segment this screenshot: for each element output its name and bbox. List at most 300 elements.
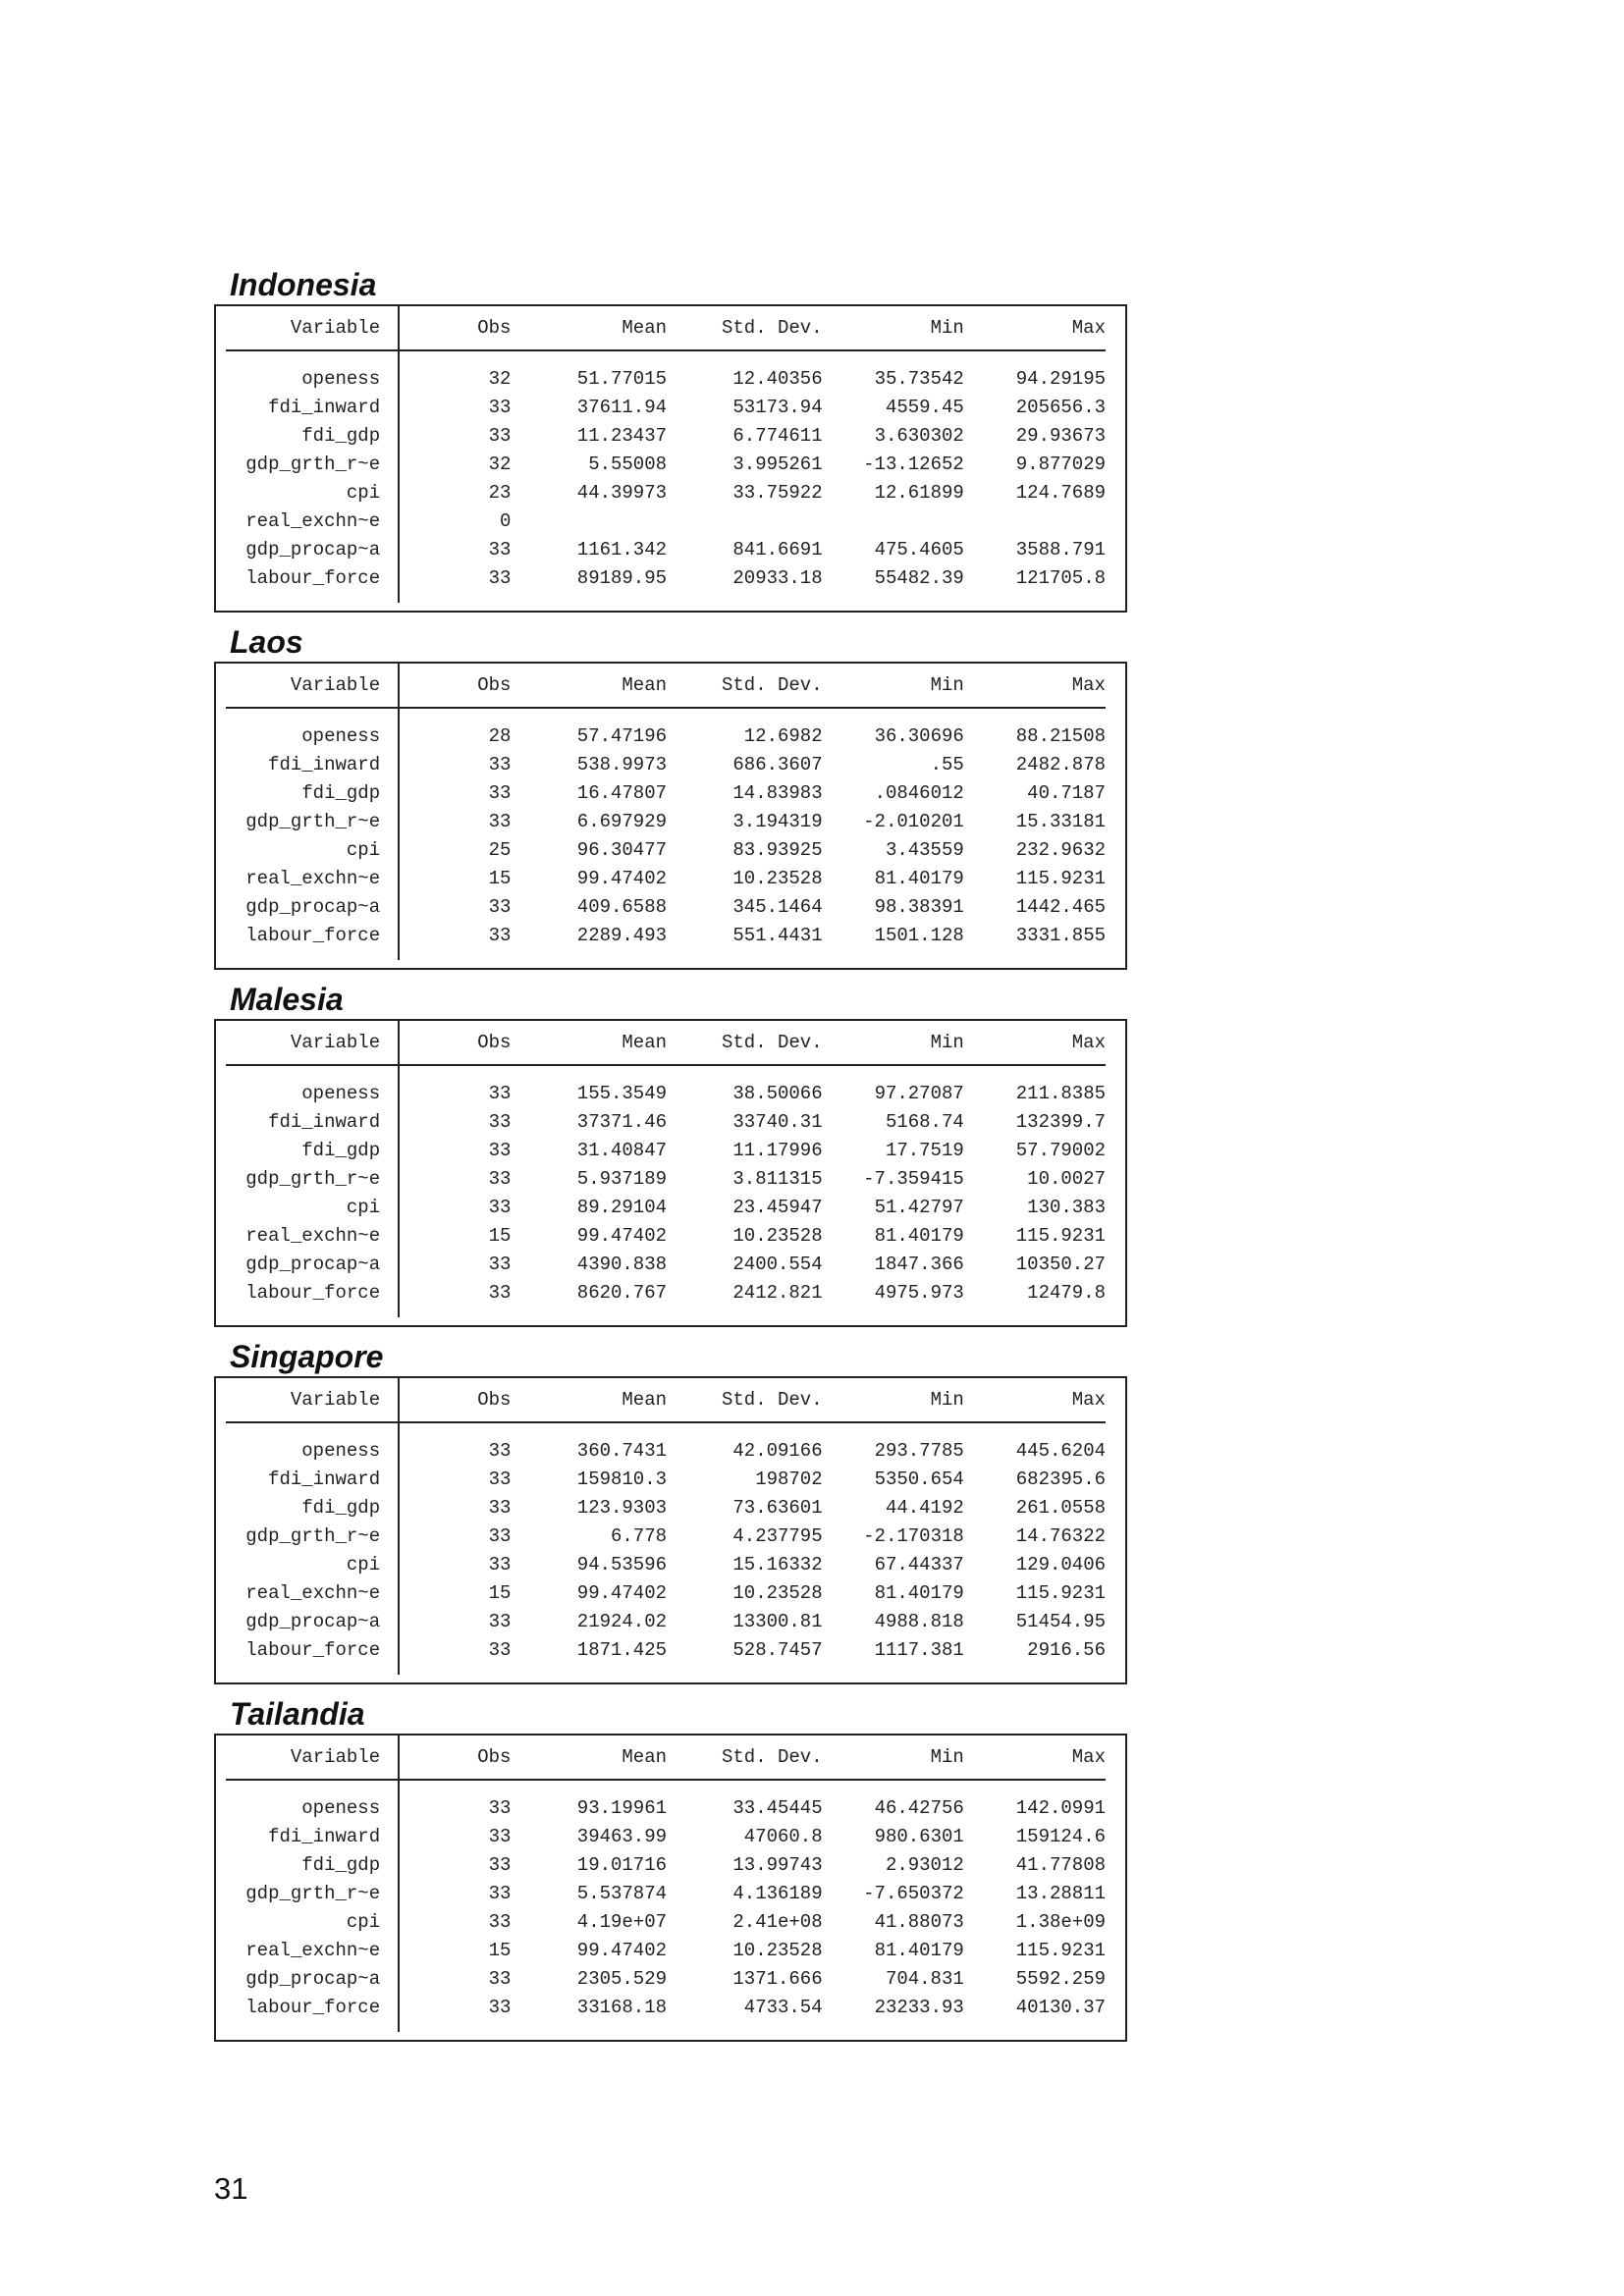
cell-obs: 15	[488, 1582, 512, 1604]
cell-std-dev: 10.23528	[732, 1940, 823, 1961]
column-header-variable: Variable	[226, 306, 399, 350]
table-row	[226, 1965, 1106, 1994]
cell-max: 130.383	[1027, 1197, 1106, 1218]
cell-mean: 93.19961	[576, 1797, 668, 1819]
stats-table-box	[214, 662, 1127, 970]
cell-mean: 4.19e+07	[576, 1911, 668, 1933]
cell-mean: 39463.99	[576, 1826, 668, 1847]
cell-std-dev: 551.4431	[732, 925, 823, 946]
cell-std-dev: 528.7457	[732, 1639, 823, 1661]
cell-obs: 33	[488, 1797, 512, 1819]
cell-min	[823, 507, 964, 536]
cell-obs: 33	[488, 1639, 512, 1661]
cell-obs: 33	[488, 1554, 512, 1575]
cell-std-dev: 15.16332	[732, 1554, 823, 1575]
page-number: 31	[214, 2171, 248, 2206]
cell-mean: 6.778	[611, 1525, 668, 1547]
stats-table-box	[214, 304, 1127, 613]
section-title: Malesia	[230, 982, 344, 1017]
cell-obs: 33	[488, 782, 512, 804]
cell-mean: 37611.94	[576, 397, 668, 418]
cell-min: .55	[930, 754, 964, 775]
cell-std-dev: 13.99743	[732, 1854, 823, 1876]
column-header-std-dev: Std. Dev.	[667, 1021, 823, 1065]
cell-min: 1847.366	[874, 1254, 964, 1275]
table-row	[226, 779, 1106, 808]
cell-mean: 123.9303	[576, 1497, 668, 1519]
cell-variable: cpi	[226, 836, 399, 865]
cell-max: 10.0027	[1027, 1168, 1106, 1190]
cell-obs: 33	[488, 1197, 512, 1218]
cell-obs: 33	[488, 896, 512, 918]
cell-variable: gdp_grth_r~e	[226, 1880, 399, 1908]
cell-std-dev: 83.93925	[732, 839, 823, 861]
summary-stats-table	[226, 664, 1106, 960]
cell-std-dev: 3.995261	[732, 454, 823, 475]
cell-min: 4975.973	[874, 1282, 964, 1304]
cell-variable: openess	[226, 1080, 399, 1108]
cell-min: -2.170318	[863, 1525, 964, 1547]
table-row	[226, 1937, 1106, 1965]
cell-std-dev: 2.41e+08	[732, 1911, 823, 1933]
summary-stats-table	[226, 1378, 1106, 1675]
cell-min: 81.40179	[874, 868, 964, 889]
cell-obs: 33	[488, 425, 512, 447]
summary-stats-table	[226, 1021, 1106, 1317]
cell-variable: gdp_grth_r~e	[226, 1522, 399, 1551]
table-row	[226, 394, 1106, 422]
cell-min: 2.93012	[885, 1854, 964, 1876]
cell-variable: fdi_gdp	[226, 1494, 399, 1522]
cell-mean: 155.3549	[576, 1083, 668, 1104]
column-header-variable: Variable	[226, 1021, 399, 1065]
cell-std-dev: 42.09166	[732, 1440, 823, 1462]
cell-min: 5168.74	[885, 1111, 964, 1133]
cell-variable: openess	[226, 722, 399, 751]
cell-variable: gdp_procap~a	[226, 1965, 399, 1994]
cell-obs: 33	[488, 1854, 512, 1876]
cell-min: 1117.381	[874, 1639, 964, 1661]
cell-mean: 31.40847	[576, 1140, 668, 1161]
cell-max: 40130.37	[1015, 1997, 1106, 2018]
table-row	[226, 1994, 1106, 2022]
column-header-mean: Mean	[511, 1021, 667, 1065]
cell-std-dev: 13300.81	[732, 1611, 823, 1632]
cell-obs: 15	[488, 1225, 512, 1247]
stats-table-box	[214, 1019, 1127, 1327]
cell-variable: gdp_grth_r~e	[226, 808, 399, 836]
cell-mean: 4390.838	[576, 1254, 668, 1275]
cell-obs: 33	[488, 1525, 512, 1547]
table-row	[226, 1251, 1106, 1279]
column-header-obs: Obs	[399, 1021, 511, 1065]
cell-std-dev: 11.17996	[732, 1140, 823, 1161]
cell-max: 88.21508	[1015, 725, 1106, 747]
cell-std-dev: 73.63601	[732, 1497, 823, 1519]
cell-mean: 89.29104	[576, 1197, 668, 1218]
cell-min: -13.12652	[863, 454, 964, 475]
table-row	[226, 1579, 1106, 1608]
cell-obs: 33	[488, 1440, 512, 1462]
cell-obs: 33	[488, 567, 512, 589]
section-malesia	[214, 980, 1125, 1327]
cell-obs: 33	[488, 1997, 512, 2018]
column-header-min: Min	[823, 664, 964, 708]
table-row	[226, 564, 1106, 593]
table-row	[226, 893, 1106, 922]
cell-std-dev: 12.40356	[732, 368, 823, 390]
cell-obs: 33	[488, 1611, 512, 1632]
cell-mean: 99.47402	[576, 1940, 668, 1961]
cell-obs: 33	[488, 1140, 512, 1161]
cell-variable: labour_force	[226, 564, 399, 593]
table-header-row	[226, 1378, 1106, 1422]
cell-std-dev: 3.194319	[732, 811, 823, 832]
column-header-mean: Mean	[511, 1735, 667, 1780]
cell-std-dev: 10.23528	[732, 1582, 823, 1604]
cell-mean: 94.53596	[576, 1554, 668, 1575]
cell-max: 445.6204	[1015, 1440, 1106, 1462]
cell-mean: 99.47402	[576, 1582, 668, 1604]
cell-std-dev: 1371.666	[732, 1968, 823, 1990]
cell-mean: 96.30477	[576, 839, 668, 861]
cell-obs: 33	[488, 754, 512, 775]
cell-mean: 5.537874	[576, 1883, 668, 1904]
table-header-row	[226, 1735, 1106, 1780]
cell-obs: 33	[488, 539, 512, 561]
cell-obs: 33	[488, 1826, 512, 1847]
cell-obs: 33	[488, 1497, 512, 1519]
cell-mean: 8620.767	[576, 1282, 668, 1304]
cell-variable: fdi_inward	[226, 1108, 399, 1137]
cell-variable: real_exchn~e	[226, 1937, 399, 1965]
cell-max: 12479.8	[1027, 1282, 1106, 1304]
section-title: Singapore	[230, 1339, 384, 1374]
cell-std-dev: 53173.94	[732, 397, 823, 418]
cell-max: 115.9231	[1015, 1582, 1106, 1604]
cell-max: 3331.855	[1015, 925, 1106, 946]
cell-variable: fdi_gdp	[226, 422, 399, 451]
table-row	[226, 507, 1106, 536]
cell-obs: 33	[488, 1254, 512, 1275]
table-row	[226, 1466, 1106, 1494]
cell-max: 9.877029	[1015, 454, 1106, 475]
cell-obs: 33	[488, 925, 512, 946]
table-header-row	[226, 664, 1106, 708]
cell-std-dev: 2412.821	[732, 1282, 823, 1304]
table-row	[226, 836, 1106, 865]
cell-max: 129.0406	[1015, 1554, 1106, 1575]
cell-mean: 21924.02	[576, 1611, 668, 1632]
cell-mean: 2289.493	[576, 925, 668, 946]
table-row	[226, 1279, 1106, 1308]
cell-min: 3.43559	[885, 839, 964, 861]
cell-variable: gdp_procap~a	[226, 536, 399, 564]
cell-min: .0846012	[874, 782, 964, 804]
column-header-max: Max	[964, 1735, 1106, 1780]
cell-min: 98.38391	[874, 896, 964, 918]
cell-variable: gdp_grth_r~e	[226, 1165, 399, 1194]
cell-obs: 33	[488, 811, 512, 832]
cell-obs: 23	[488, 482, 512, 504]
column-header-obs: Obs	[399, 664, 511, 708]
stats-table-box	[214, 1376, 1127, 1684]
cell-mean: 5.55008	[588, 454, 668, 475]
section-title: Laos	[230, 624, 303, 660]
table-row	[226, 1137, 1106, 1165]
cell-variable: fdi_inward	[226, 394, 399, 422]
cell-std-dev: 841.6691	[732, 539, 823, 561]
column-header-variable: Variable	[226, 664, 399, 708]
cell-min: 4559.45	[885, 397, 964, 418]
cell-min: 41.88073	[874, 1911, 964, 1933]
cell-variable: real_exchn~e	[226, 1579, 399, 1608]
cell-std-dev: 6.774611	[732, 425, 823, 447]
cell-max: 2482.878	[1015, 754, 1106, 775]
table-row	[226, 1437, 1106, 1466]
cell-variable: openess	[226, 1794, 399, 1823]
cell-variable: cpi	[226, 1194, 399, 1222]
cell-min: 3.630302	[874, 425, 964, 447]
cell-variable: gdp_procap~a	[226, 1608, 399, 1636]
cell-obs: 33	[488, 1468, 512, 1490]
cell-min: 12.61899	[874, 482, 964, 504]
cell-variable: cpi	[226, 1551, 399, 1579]
cell-std-dev: 4.237795	[732, 1525, 823, 1547]
cell-max: 232.9632	[1015, 839, 1106, 861]
summary-stats-table	[226, 1735, 1106, 2032]
section-title: Indonesia	[230, 267, 377, 302]
table-row	[226, 536, 1106, 564]
cell-min: 475.4605	[874, 539, 964, 561]
cell-std-dev: 10.23528	[732, 1225, 823, 1247]
cell-max: 159124.6	[1015, 1826, 1106, 1847]
cell-min: 35.73542	[874, 368, 964, 390]
cell-min: 44.4192	[885, 1497, 964, 1519]
table-row	[226, 722, 1106, 751]
cell-min: 980.6301	[874, 1826, 964, 1847]
cell-mean: 44.39973	[576, 482, 668, 504]
cell-variable: fdi_gdp	[226, 779, 399, 808]
cell-variable: labour_force	[226, 1994, 399, 2022]
cell-mean: 37371.46	[576, 1111, 668, 1133]
cell-variable: fdi_gdp	[226, 1851, 399, 1880]
section-indonesia	[214, 265, 1125, 613]
cell-obs: 32	[488, 368, 512, 390]
cell-variable: labour_force	[226, 1636, 399, 1665]
cell-std-dev: 686.3607	[732, 754, 823, 775]
cell-min: -2.010201	[863, 811, 964, 832]
cell-std-dev: 23.45947	[732, 1197, 823, 1218]
cell-max: 57.79002	[1015, 1140, 1106, 1161]
stats-table-box	[214, 1734, 1127, 2042]
cell-variable: gdp_procap~a	[226, 893, 399, 922]
cell-min: 293.7785	[874, 1440, 964, 1462]
cell-mean: 33168.18	[576, 1997, 668, 2018]
cell-min: 81.40179	[874, 1225, 964, 1247]
column-header-std-dev: Std. Dev.	[667, 664, 823, 708]
cell-mean: 538.9973	[576, 754, 668, 775]
table-row	[226, 451, 1106, 479]
cell-max: 261.0558	[1015, 1497, 1106, 1519]
cell-max: 10350.27	[1015, 1254, 1106, 1275]
cell-min: 81.40179	[874, 1582, 964, 1604]
cell-min: -7.650372	[863, 1883, 964, 1904]
column-header-std-dev: Std. Dev.	[667, 306, 823, 350]
cell-std-dev: 20933.18	[732, 567, 823, 589]
cell-obs: 33	[488, 1083, 512, 1104]
cell-obs: 33	[488, 1911, 512, 1933]
cell-mean	[511, 507, 667, 536]
table-header-row	[226, 1021, 1106, 1065]
cell-max: 1442.465	[1015, 896, 1106, 918]
cell-std-dev: 2400.554	[732, 1254, 823, 1275]
cell-max: 51454.95	[1015, 1611, 1106, 1632]
table-row	[226, 1551, 1106, 1579]
column-header-mean: Mean	[511, 664, 667, 708]
cell-std-dev: 33.45445	[732, 1797, 823, 1819]
table-row	[226, 1908, 1106, 1937]
cell-obs: 33	[488, 1968, 512, 1990]
table-row	[226, 922, 1106, 950]
cell-max: 94.29195	[1015, 368, 1106, 390]
table-row	[226, 1108, 1106, 1137]
cell-variable: cpi	[226, 479, 399, 507]
cell-min: 81.40179	[874, 1940, 964, 1961]
cell-mean: 99.47402	[576, 1225, 668, 1247]
column-header-max: Max	[964, 1021, 1106, 1065]
column-header-max: Max	[964, 306, 1106, 350]
cell-max: 41.77808	[1015, 1854, 1106, 1876]
cell-mean: 1161.342	[576, 539, 668, 561]
cell-max: 115.9231	[1015, 1940, 1106, 1961]
column-header-max: Max	[964, 664, 1106, 708]
cell-variable: cpi	[226, 1908, 399, 1937]
table-row	[226, 1880, 1106, 1908]
cell-min: 46.42756	[874, 1797, 964, 1819]
table-row	[226, 422, 1106, 451]
cell-max: 142.0991	[1015, 1797, 1106, 1819]
cell-mean: 16.47807	[576, 782, 668, 804]
cell-std-dev: 33740.31	[732, 1111, 823, 1133]
cell-min: 36.30696	[874, 725, 964, 747]
cell-max: 132399.7	[1015, 1111, 1106, 1133]
section-tailandia	[214, 1694, 1125, 2042]
cell-min: 23233.93	[874, 1997, 964, 2018]
table-row	[226, 1194, 1106, 1222]
cell-obs: 33	[488, 1168, 512, 1190]
table-row	[226, 1794, 1106, 1823]
cell-obs: 28	[488, 725, 512, 747]
cell-std-dev: 3.811315	[732, 1168, 823, 1190]
cell-variable: real_exchn~e	[226, 1222, 399, 1251]
cell-obs: 33	[488, 1883, 512, 1904]
cell-max: 211.8385	[1015, 1083, 1106, 1104]
cell-std-dev	[667, 507, 823, 536]
cell-std-dev: 4733.54	[743, 1997, 823, 2018]
cell-mean: 360.7431	[576, 1440, 668, 1462]
cell-std-dev: 10.23528	[732, 868, 823, 889]
cell-obs: 15	[488, 1940, 512, 1961]
section-laos	[214, 622, 1125, 970]
cell-max: 14.76322	[1015, 1525, 1106, 1547]
cell-min: 67.44337	[874, 1554, 964, 1575]
cell-obs: 25	[488, 839, 512, 861]
cell-max: 682395.6	[1015, 1468, 1106, 1490]
cell-max: 40.7187	[1027, 782, 1106, 804]
cell-std-dev: 345.1464	[732, 896, 823, 918]
column-header-obs: Obs	[399, 306, 511, 350]
column-header-min: Min	[823, 306, 964, 350]
table-row	[226, 808, 1106, 836]
cell-mean: 159810.3	[576, 1468, 668, 1490]
cell-std-dev: 47060.8	[743, 1826, 823, 1847]
column-header-min: Min	[823, 1378, 964, 1422]
column-header-max: Max	[964, 1378, 1106, 1422]
table-row	[226, 1080, 1106, 1108]
cell-min: 51.42797	[874, 1197, 964, 1218]
cell-mean: 5.937189	[576, 1168, 668, 1190]
cell-std-dev: 12.6982	[743, 725, 823, 747]
table-row	[226, 751, 1106, 779]
section-singapore	[214, 1337, 1125, 1684]
cell-max: 2916.56	[1027, 1639, 1106, 1661]
cell-variable: real_exchn~e	[226, 507, 399, 536]
cell-std-dev: 4.136189	[732, 1883, 823, 1904]
cell-obs: 33	[488, 1111, 512, 1133]
column-header-obs: Obs	[399, 1378, 511, 1422]
cell-max: 115.9231	[1015, 868, 1106, 889]
cell-max: 205656.3	[1015, 397, 1106, 418]
summary-stats-table	[226, 306, 1106, 603]
column-header-std-dev: Std. Dev.	[667, 1378, 823, 1422]
cell-obs: 33	[488, 397, 512, 418]
table-row	[226, 365, 1106, 394]
table-row	[226, 1494, 1106, 1522]
cell-max: 1.38e+09	[1015, 1911, 1106, 1933]
cell-min: 1501.128	[874, 925, 964, 946]
cell-mean: 99.47402	[576, 868, 668, 889]
table-row	[226, 1608, 1106, 1636]
column-header-variable: Variable	[226, 1735, 399, 1780]
column-header-mean: Mean	[511, 1378, 667, 1422]
cell-variable: fdi_inward	[226, 1823, 399, 1851]
cell-std-dev: 198702	[755, 1468, 823, 1490]
cell-variable: openess	[226, 1437, 399, 1466]
cell-max: 29.93673	[1015, 425, 1106, 447]
column-header-min: Min	[823, 1021, 964, 1065]
cell-max: 124.7689	[1015, 482, 1106, 504]
column-header-std-dev: Std. Dev.	[667, 1735, 823, 1780]
cell-std-dev: 14.83983	[732, 782, 823, 804]
cell-mean: 6.697929	[576, 811, 668, 832]
table-row	[226, 1823, 1106, 1851]
cell-mean: 1871.425	[576, 1639, 668, 1661]
cell-max: 3588.791	[1015, 539, 1106, 561]
cell-min: 97.27087	[874, 1083, 964, 1104]
cell-min: -7.359415	[863, 1168, 964, 1190]
cell-variable: labour_force	[226, 1279, 399, 1308]
cell-mean: 57.47196	[576, 725, 668, 747]
column-header-obs: Obs	[399, 1735, 511, 1780]
cell-std-dev: 38.50066	[732, 1083, 823, 1104]
cell-variable: fdi_gdp	[226, 1137, 399, 1165]
table-row	[226, 1522, 1106, 1551]
cell-variable: labour_force	[226, 922, 399, 950]
cell-variable: fdi_inward	[226, 1466, 399, 1494]
cell-max: 5592.259	[1015, 1968, 1106, 1990]
cell-mean: 11.23437	[576, 425, 668, 447]
